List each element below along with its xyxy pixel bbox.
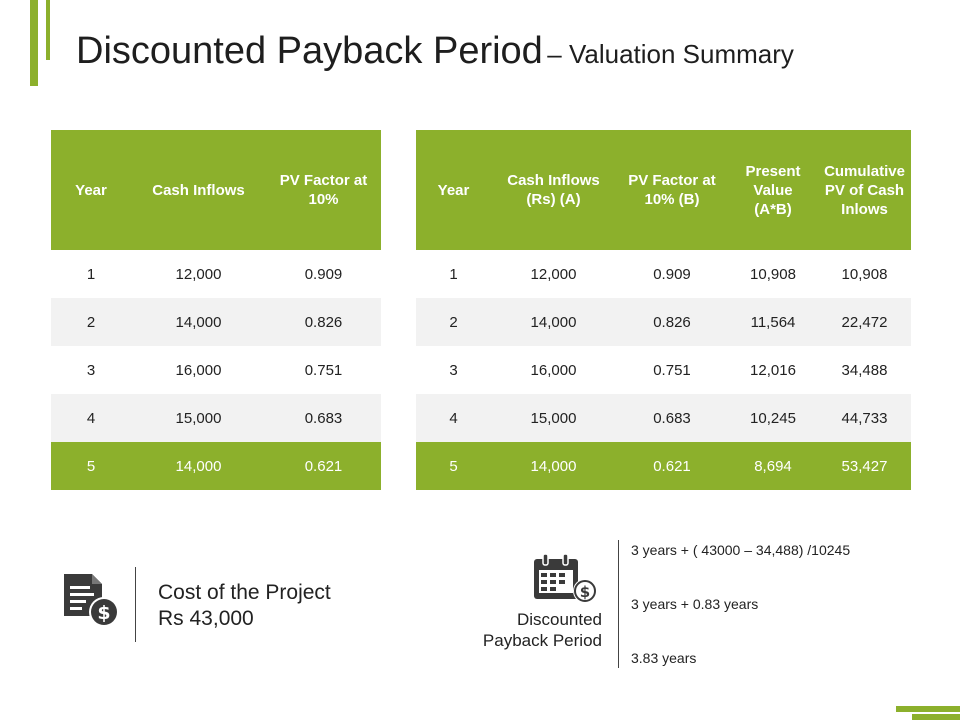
table-cell: 22,472 [818, 298, 911, 346]
table-cell: 3 [86, 361, 96, 379]
payback-step-2: 3 years + 0.83 years [631, 596, 759, 612]
header-cell: Year [51, 130, 131, 250]
table-cell: 2 [51, 298, 131, 346]
table-cell: 5 [51, 442, 131, 490]
table-cell: 0.826 [616, 298, 728, 346]
table-cell: 34,488 [841, 361, 888, 379]
cash-inflow-table [51, 130, 381, 490]
header-cell: Present Value (A*B) [728, 130, 818, 250]
svg-text:$: $ [97, 602, 111, 624]
table-cell: 11,564 [728, 298, 818, 346]
cost-divider [135, 567, 136, 642]
table-row-highlighted [51, 442, 381, 490]
table-cell: 3 [449, 361, 458, 379]
table-cell: 2 [416, 298, 491, 346]
header-cell: Cash Inflows (Rs) (A) [491, 130, 616, 250]
accent-bar-top-left [30, 0, 38, 86]
table-cell: 0.909 [304, 265, 343, 283]
table-row [51, 394, 381, 442]
table-cell: 0.751 [653, 361, 691, 379]
table-cell: 0.683 [616, 394, 728, 442]
calendar-dollar-icon [532, 553, 598, 605]
payback-step-3: 3.83 years [631, 650, 697, 666]
table-cell: 10,245 [728, 394, 818, 442]
cost-of-project [158, 580, 331, 632]
header-cell: Cumulative PV of Cash Inlows [818, 130, 911, 250]
table-row [416, 250, 911, 298]
table-cell: 4 [51, 394, 131, 442]
table-cell: 0.826 [266, 298, 381, 346]
header-cell: Year [416, 130, 491, 250]
page-title [76, 30, 794, 73]
table-cell: 16,000 [175, 361, 222, 379]
present-value-table [416, 130, 911, 490]
table-row [416, 394, 911, 442]
table-cell: 1 [86, 265, 96, 283]
svg-text:$: $ [579, 583, 591, 601]
table-cell: 0.621 [616, 442, 728, 490]
table-cell: 53,427 [818, 442, 911, 490]
table-row [51, 250, 381, 298]
table-cell: 16,000 [530, 361, 577, 379]
table-cell: 12,016 [750, 361, 796, 379]
table-cell: 12,000 [175, 265, 222, 283]
table-cell: 0.751 [304, 361, 343, 379]
table-row-highlighted [416, 442, 911, 490]
table-cell: 44,733 [818, 394, 911, 442]
table-cell: 15,000 [131, 394, 266, 442]
table-cell: 10,908 [750, 265, 796, 283]
table-cell: 14,000 [491, 298, 616, 346]
table-row [416, 298, 911, 346]
table-cell: 0.621 [266, 442, 381, 490]
table-row [51, 298, 381, 346]
table-cell: 4 [416, 394, 491, 442]
table-row [416, 346, 911, 394]
accent-bar-bottom-right [896, 706, 960, 712]
cost-value: Rs 43,000 [158, 607, 254, 630]
table-cell: 5 [416, 442, 491, 490]
table-cell: 1 [449, 265, 458, 283]
header-cell: PV Factor at 10% [266, 130, 381, 250]
accent-bar-bottom-right-2 [912, 714, 960, 720]
table-cell: 12,000 [530, 265, 577, 283]
payback-label: Discounted Payback Period [482, 610, 602, 650]
invoice-dollar-icon [62, 572, 120, 630]
title-subtitle: – Valuation Summary [547, 39, 794, 69]
title-main: Discounted Payback Period [76, 30, 543, 72]
table-cell: 14,000 [131, 298, 266, 346]
table-cell: 14,000 [131, 442, 266, 490]
table-cell: 0.909 [653, 265, 691, 283]
table-cell: 0.683 [266, 394, 381, 442]
header-cell: Cash Inflows [131, 130, 266, 250]
payback-step-1: 3 years + ( 43000 – 34,488) /10245 [631, 542, 851, 558]
table-cell: 15,000 [491, 394, 616, 442]
table-cell: 8,694 [728, 442, 818, 490]
table-cell: 14,000 [491, 442, 616, 490]
table-cell: 10,908 [841, 265, 888, 283]
table-header-row [51, 130, 381, 250]
header-cell: PV Factor at 10% (B) [616, 130, 728, 250]
table-header-row [416, 130, 911, 250]
table-row [51, 346, 381, 394]
cost-label: Cost of the Project [158, 581, 331, 604]
payback-divider [618, 540, 619, 668]
accent-bar-top-left-thin [46, 0, 50, 60]
